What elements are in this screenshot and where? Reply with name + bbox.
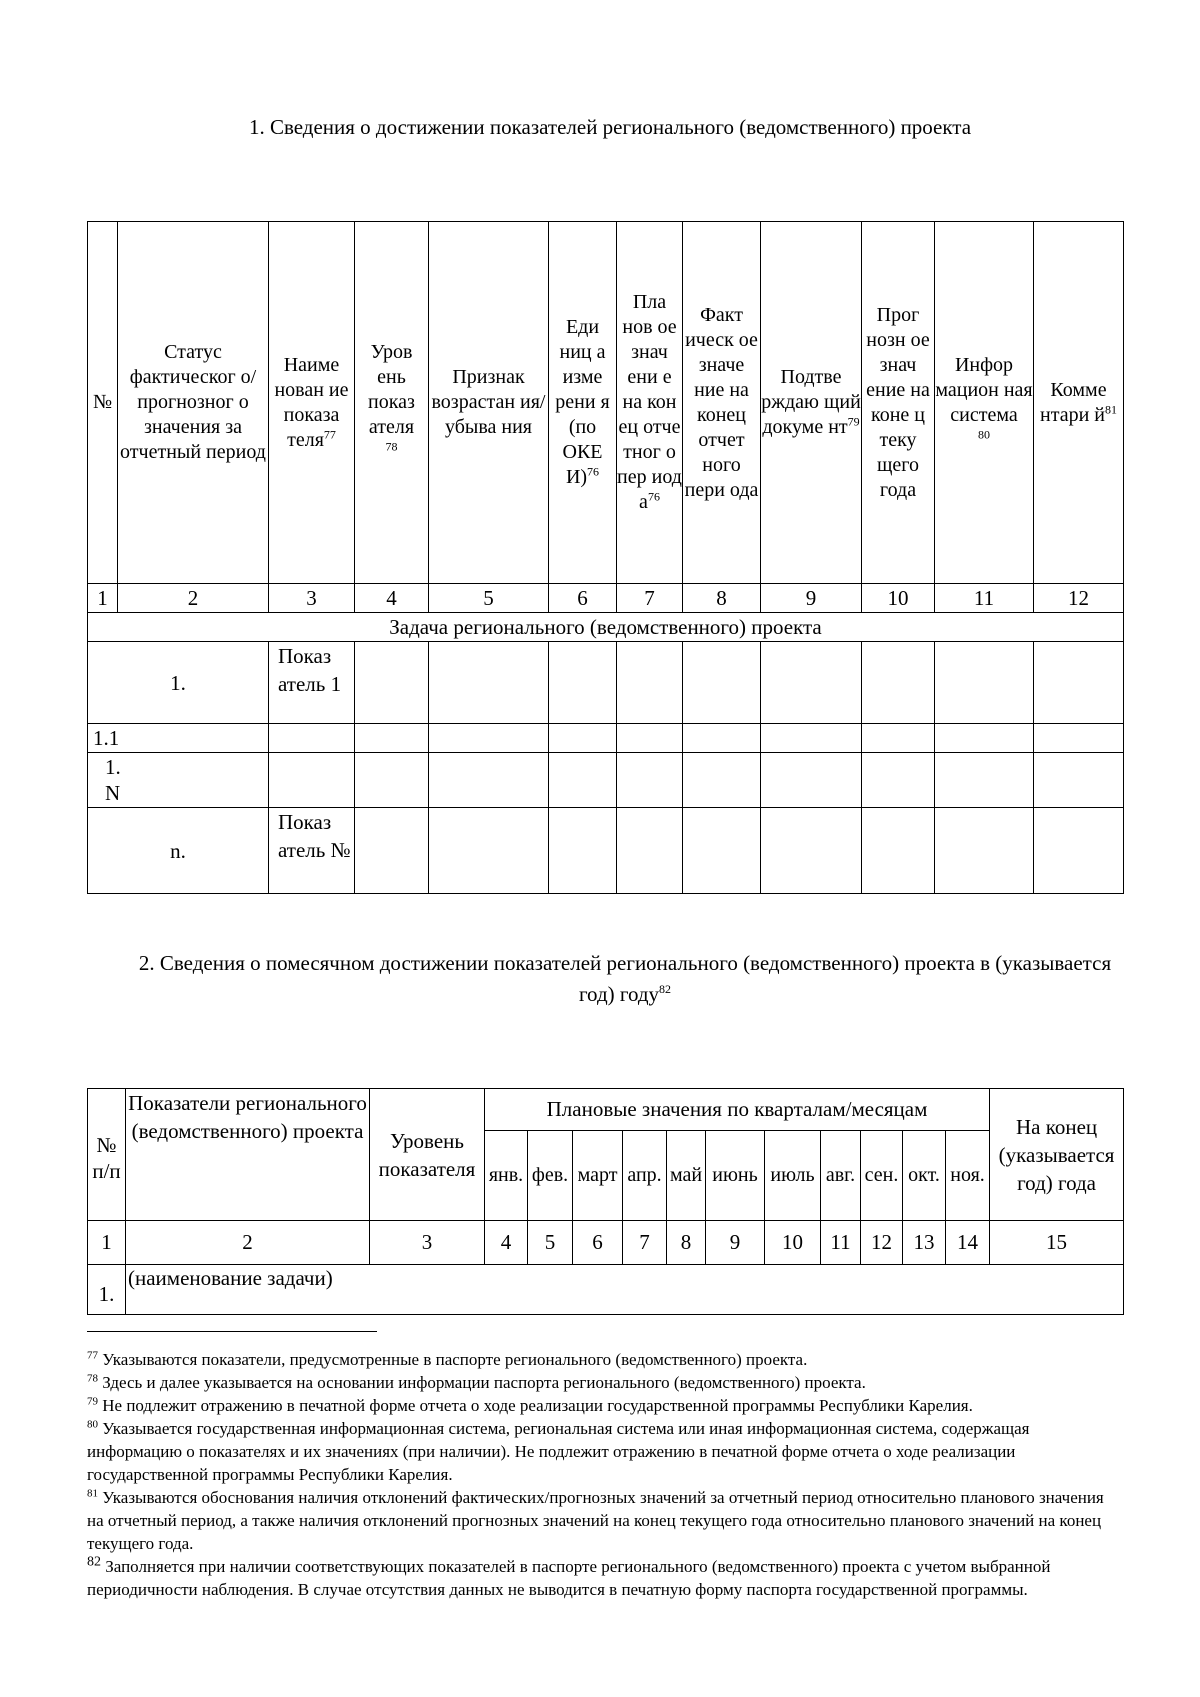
month-cell: апр. xyxy=(623,1131,667,1221)
month-cell: июнь xyxy=(706,1131,765,1221)
column-number: 14 xyxy=(946,1221,990,1265)
header-row xyxy=(88,222,1124,584)
row-number: 1.1 xyxy=(88,724,269,753)
header-cell: Еди ниц а изме рени я (по ОКЕ И)$^{76}$ xyxy=(549,222,617,584)
column-number: 5 xyxy=(528,1221,573,1265)
month-cell: ноя. xyxy=(946,1131,990,1221)
task-row xyxy=(88,613,1124,642)
column-number: 4 xyxy=(485,1221,528,1265)
month-cell: май xyxy=(667,1131,706,1221)
header-cell: № п/п xyxy=(88,1089,126,1221)
row-number: 1. xyxy=(88,642,269,724)
column-number-row xyxy=(88,1221,1124,1265)
header-cell: Инфор мацион ная система $^{80}$ xyxy=(935,222,1034,584)
column-number: 7 xyxy=(617,584,683,613)
footnote: $^{77}$ Указываются показатели, предусмотренные в паспорте регионального (ведомственного) проекта. xyxy=(87,1349,808,1369)
column-number: 3 xyxy=(370,1221,485,1265)
header-row xyxy=(88,1089,1124,1131)
column-number: 12 xyxy=(1034,584,1124,613)
table-row xyxy=(88,808,1124,894)
column-number: 8 xyxy=(683,584,761,613)
task-cell: (наименование задачи) xyxy=(126,1265,1124,1315)
footnote: $^{78}$ Здесь и далее указывается на основании информации паспорта регионального (ведомственного) проекта. xyxy=(87,1372,866,1392)
month-cell: авг. xyxy=(821,1131,861,1221)
footnote: $^{82}$ Заполняется при наличии соответствующих показателей в паспорте регионального (ведомственного) проекта с учетом выбранной периодичности наблюдения. В случае отсутствия данных не выводится в печатную форму паспорта государственной программы. xyxy=(87,1554,1051,1599)
column-number: 1 xyxy=(88,1221,126,1265)
header-cell: № xyxy=(88,222,118,584)
column-number: 10 xyxy=(862,584,935,613)
column-number: 5 xyxy=(429,584,549,613)
column-number: 11 xyxy=(821,1221,861,1265)
month-cell: янв. xyxy=(485,1131,528,1221)
section-2-title: 2. Сведения о помесячном достижении показателей регионального (ведомственного) проекта в (указывается год) году$^{82}$ xyxy=(138,951,1112,1006)
indicators-table xyxy=(87,221,1124,894)
header-cell: Пла нов ое знач ени е на кон ец отче тног о пер иод $а^{76}$ xyxy=(617,222,683,584)
month-cell: март xyxy=(573,1131,623,1221)
column-number: 2 xyxy=(118,584,269,613)
task-row xyxy=(88,1265,1124,1315)
row-number: n. xyxy=(88,808,269,894)
month-cell: сен. xyxy=(861,1131,903,1221)
indicator-label xyxy=(269,753,355,808)
column-number: 9 xyxy=(761,584,862,613)
header-cell: Показатели регионального (ведомственного) проекта xyxy=(126,1089,370,1221)
header-cell: Статус фактическог о/прогнозног о значения за отчетный период xyxy=(118,222,269,584)
column-number: 12 xyxy=(861,1221,903,1265)
header-cell: Факт ическ ое значе ние на конец отчет ного пери ода xyxy=(683,222,761,584)
indicator-label: Показ атель 1 xyxy=(269,642,355,724)
row-number: 1. xyxy=(88,1265,126,1315)
header-cell: Плановые значения по кварталам/месяцам xyxy=(485,1089,990,1131)
footnote: $^{79}$ Не подлежит отражению в печатной форме отчета о ходе реализации государственной программы Республики Карелия. xyxy=(87,1395,973,1415)
task-cell: Задача регионального (ведомственного) проекта xyxy=(88,613,1124,642)
monthly-table xyxy=(87,1088,1124,1315)
column-number: 11 xyxy=(935,584,1034,613)
column-number: 13 xyxy=(903,1221,946,1265)
section-1-title: 1. Сведения о достижении показателей регионального (ведомственного) проекта xyxy=(248,115,972,139)
column-number: 2 xyxy=(126,1221,370,1265)
column-number: 3 xyxy=(269,584,355,613)
indicator-label: Показ атель № xyxy=(269,808,355,894)
row-number: 1. N xyxy=(88,753,269,808)
header-cell: Уров ень показ ателя $^{78}$ xyxy=(355,222,429,584)
footnote: $^{80}$ Указывается государственная информационная система, региональная система или иная информационная система, содержащая информацию о показателях и их значениях (при наличии). Не подлежит отражению в печатной форме отчета о ходе реализации государственной программы Республики Карелия. xyxy=(87,1418,1030,1484)
column-number: 4 xyxy=(355,584,429,613)
table-row xyxy=(88,724,1124,753)
column-number: 10 xyxy=(765,1221,821,1265)
footnote-separator xyxy=(87,1331,377,1332)
header-cell: Уровень показателя xyxy=(370,1089,485,1221)
header-cell: На конец (указывается год) года xyxy=(990,1089,1124,1221)
table-row xyxy=(88,753,1124,808)
header-cell: Комме нтари $й^{81}$ xyxy=(1034,222,1124,584)
column-number: 9 xyxy=(706,1221,765,1265)
header-cell: Подтве рждаю щий докуме $нт^{79}$ xyxy=(761,222,862,584)
month-cell: окт. xyxy=(903,1131,946,1221)
column-number: 1 xyxy=(88,584,118,613)
column-number: 8 xyxy=(667,1221,706,1265)
column-number: 6 xyxy=(549,584,617,613)
header-cell: Наиме нован ие показа теля$^{77}$ xyxy=(269,222,355,584)
column-number: 15 xyxy=(990,1221,1124,1265)
month-cell: июль xyxy=(765,1131,821,1221)
table-row xyxy=(88,642,1124,724)
header-cell: Признак возрастан ия/убыва ния xyxy=(429,222,549,584)
column-number: 6 xyxy=(573,1221,623,1265)
footnotes xyxy=(87,1348,1123,1601)
month-cell: фев. xyxy=(528,1131,573,1221)
column-number: 7 xyxy=(623,1221,667,1265)
header-cell: Прог нозн ое знач ение на коне ц теку щего года xyxy=(862,222,935,584)
footnote: $^{81}$ Указываются обоснования наличия отклонений фактических/прогнозных значений за отчетный период относительно планового значения на отчетный период, а также наличия отклонений прогнозных значений на конец текущего года относительно планового значений на конец текущего года. xyxy=(87,1487,1104,1553)
indicator-label xyxy=(269,724,355,753)
column-number-row xyxy=(88,584,1124,613)
